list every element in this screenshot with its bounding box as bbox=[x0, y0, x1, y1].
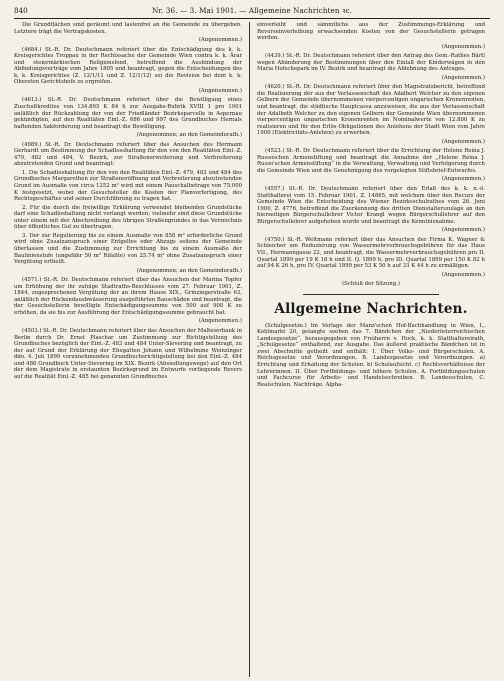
left-column bbox=[14, 22, 248, 677]
section-rule bbox=[303, 294, 440, 295]
report-paragraph: (4613.) St.-R. Dr. Deutschmann referiert über die Bewilligung eines Zuschußkredites von 134.895 K 84 h zur Ausgabs-Rubrik XVIII 1 pro 1901 anläßlich der Rückzahlung der von der Friedländer Bezirksparcelle in Aspernau gekündigten, auf den Realitäten Einl.-Z. 686 und 997 des Grundbuches Hernals haftenden Sakforderung und beantragt die Bewilligung. bbox=[14, 97, 242, 130]
resolution-note: (Angenommen.) bbox=[441, 227, 485, 234]
resolution-note: (Angenommen.) bbox=[441, 138, 485, 145]
report-paragraph: (4750.) St.-R. Weltmann referiert über das Ansuchen der Firma K. Wagner & Schleicher um Reduzierung von Wassermehrverbrauchsgebühren für das Haus VII., Hermanngasse 22, und beantragt, die Wassermehrverbrauchsgebühren pro II. Quartal 1899 per 19 K 18 h und II. Q. 1899 h, pro III. Quartal 1899 per 150 K 82 h auf 94 K 26 h, pro IV. Quartal 1899 per 53 K 50 h auf 33 K 44 h zu ermäßigen. bbox=[257, 236, 485, 270]
resolution-note: (Angenommen; an den Gemeinderath.) bbox=[136, 267, 242, 274]
report-paragraph: (4684.) St.-R. Dr. Deutschmann referiert über die Entschädigung des k. k. Kreisgerichtes Troppau in der Rechtssache der Gemeinde Wien contra k. k. Ärar und steiermärkischen Religionsfond, betreffend die Ausbindung der Abfindungsverträge vom Jahre 1805 und beantragt, gegen die Entscheidungen des k. k. Kreisgerichtes (Z. 12/1/11 und Z. 12/1/12) sei die Revision bei dem k. k. Obersten Gerichtshofe zu ergreifen. bbox=[14, 46, 242, 86]
resolution-note: (Angenommen.) bbox=[441, 74, 485, 81]
resolution-note: (Angenommen.) bbox=[441, 271, 485, 278]
report-paragraph: (4557.) St.-R. Dr. Deutschmann referiert über den Erlaß des k. k. n.-ö. Statthalterei vom 15. Februar 1901, Z. 14865, mit welchem über den Recurs der Gemeinde Wien die Entscheidung des Wiener Bezirksschulrathes vom 26. Juni 1900, Z. 4776, betreffend die Zuerkennung des dritten Dienstalterszulage an den hierzeitigen Bürgerschullehrer Victor Krangl wegen Bürgerschullehrer auf den Bürgerschullehrer aufgehoben wurde und beantragt die Kenntnisnahme. bbox=[257, 186, 485, 225]
page-number: 840 bbox=[14, 6, 28, 15]
resolution-note: (Angenommen.) bbox=[441, 176, 485, 183]
two-column-body bbox=[14, 22, 490, 677]
page-header bbox=[14, 6, 490, 16]
report-paragraph: (4503.) St.-R. Dr. Deutschmann referiert über das Ansuchen der Malteserbank in Berlin durch Dr. Ernst Plaschar um Zustimmung zur Richtigstellung des Grundbuches bezüglich der Einl.-Z. 483 und 484 Unter-Sievering und beantragt, zu der auf Grund der Erklärung der Ehegatten Johann und Wilhelmine Weinzinger ddo. 4. Juli 1899 vorzunehmenden Grundbuchsrichtigstellung bei den Einl.-Z. 484 und 486 Grundbuch Unter-Sievering im XIX. Bezirk (Absiedlungswege) auf den Ort der dem Magistrate in erstaunten Bezirksgrund im Entwurfe vorliegende Revers auf die Realität Einl.-Z. 485 bei genannten Grundbuches bbox=[14, 327, 242, 380]
report-paragraph: (4439.) St.-R. Dr. Deutschmann referiert über den Antrag des Gem.-Rathes Bärtl wegen Abänderung der Bestimmungen über den Einlaß der Kinderwägen in den Maria Hofschepark im IV. Bezirk und beantragt die Ablehnung des Antrages. bbox=[257, 53, 485, 73]
section-body: (Schulgesetze.) Im Verlage der Manz'schen Hof-Buchhandlung in Wien, I., Kohlmarkt 20, gelangte soeben das 7. Bändchen der „Niederösterreichischen Landesgesetze“, herausgegeben von Freiherrn v. Hock, k. k. Statthaltereirath, „Schulgesetze“ enthaltend, zur Ausgabe. Das äußerst praktische Bändchen ist in zwei Abschnitte getheilt und enthält: I. Über Volks- und Bürgerschulen. A. Reichsgesetze und Verordnungen. B. Landesgesetze und Verordnungen. a) Errichtung und Erhaltung der Schulen. b) Schulaufsicht. c) Rechtsverhältnisse der Lehrerinnen. II. Über Fortbildungs- und höhere Schulen. A. Fortbildungsschulen und Fachcurse für Arbeits- und Handelsschreiben. B. Landesschulen. C. Realschulen. Nachträge. Alpha- bbox=[257, 322, 485, 388]
report-paragraph: 1. Die Schadloshaltung für den von den Realitäten Einl.-Z. 479, 482 und 484 des Grundbuches Margarethen zur Straßeneröffnung und Verbreiterung abzutretenden Grund im Ausmaße von circa 1252 m² wird mit einem Pauschalbetrage von 75.000 K festgesetzt, wobei der Gesuchsteller die Kosten der Planverfertigung, des Rechtsgeschäftes und seiner Durchführung zu tragen hat. bbox=[14, 169, 242, 203]
report-paragraph: 3. Der zur Regulierung bis zu einem Ausmaße von 858 m² erforderliche Grund wird ohne Zusatzanspruch einer Entgeltes oder Abzugs seitens der Gemeinde überlassen und die Zustimmung zur Errichtung bis zu einem Ausmaße der Baulinienstufe (ungefähr 50 m² Rifalite) von 25.74 m² ohne Zusatzanspruch einer Vergütung ertheilt. bbox=[14, 232, 242, 266]
report-paragraph: einverleibt und sämmtliche aus der Zustimmungs-Erklärung und Reverseinverleibung erwachsenden Kosten von der Gesuchstellerin getragen werden. bbox=[257, 22, 485, 42]
report-paragraph: Die Grundflächen sind geräumt und lastenfrei an die Gemeinde zu übergeben. Letztere trägt die Vertragskosten. bbox=[14, 22, 242, 35]
resolution-note: (Angenommen.) bbox=[198, 318, 242, 325]
resolution-note: (Angenommen.) bbox=[441, 43, 485, 50]
right-column bbox=[251, 22, 485, 677]
header-rule bbox=[14, 18, 490, 19]
running-title: Nr. 36. — 3. Mai 1901. — Allgemeine Nachrichten ꝛc. bbox=[151, 6, 353, 15]
report-paragraph: (4989.) St.-R. Dr. Deutschmann referiert über das Ansuchen des Hermann Gerhardt um Bestimmung der Schadlosshaltung für den von den Realitäten Einl.-Z. 479, 482 und 484, V. Bezirk, zur Straßenerweiterung und Verbreiterung abzutretenden Grund und beantragt: bbox=[14, 141, 242, 168]
resolution-note: (Angenommen.) bbox=[198, 37, 242, 44]
closing-note: (Schluß der Sitzung.) bbox=[342, 281, 400, 288]
report-paragraph: 2. Für die durch die freiwillige Erklärung verwendet bleibenden Grundstücke darf eine Schadloshaltung nicht verlangt werden; vielmehr sind diese Grundstücke unter einem mit der Abschreibung des übrigen Straßengrundes in das Verzeichnis über öffentliches Gut zu übertragen. bbox=[14, 204, 242, 231]
resolution-note: (Angenommen; an den Gemeinderath.) bbox=[136, 132, 242, 139]
right-column-items bbox=[257, 22, 485, 288]
report-paragraph: (4620.) St.-R. Dr. Deutschmann referiert über den Magistratsbericht, betreffend die Realisierung der aus der Verlassenschaft des Adalbert Welcher zu den eigenen Gelbern der Gemeinde übernommenen vierpercentigen ungarischen Kronenrenten, und beantragt, die städtische Hauptcassa anzuweisen, die aus der Verlassenschaft der Adalbeth Welcher zu den eigenen Gelbern der Gemeinde Wien übernommenen vierpercentigen ungarischen Kronenrenten im Nominalwerte von 12.800 K zu realisieren und für den Erlös Obligationen des Anlehens der Stadt Wien vom Jahre 1900 (Elektricitäts-Anlehen) zu erwerben. bbox=[257, 84, 485, 137]
report-paragraph: (4523.) St.-R. Dr. Deutschmann referiert über die Errichtung der Helene Reina J. Russoschen Armenstiftung und beantragt die Annahme der „Helene Reina J. Russo'schen Armenstiftung“ in die Verwaltung, Verwaltung und Verfolgerung durch die Gemeinde Wien und die Genehmigung des vorgelegten Stiftsbrief-Entwurfes. bbox=[257, 148, 485, 174]
resolution-note: (Angenommen.) bbox=[198, 87, 242, 94]
section-title: Allgemeine Nachrichten. bbox=[274, 300, 468, 317]
report-paragraph: (4571.) St.-R. Dr. Deutschmann referiert über das Ansuchen der Marina Topfer um Erhöhung der ihr zufolge Stadtraths-Beschlusses vom 27. Februar 1901, Z. 1844, zugesprochenen Vergütung der an ihrem Hause XIX., Grinzingerstraße 63, anläßlich der Rückendausbwässerung ausgeführten Bauschäden und beantragt, die der Gesuchstellerin bewilligte Entschädigungssumme von 500 auf 900 K zu erhöhen, da sie bis zur Ausführung der Entschädigungssumme gebraucht hat. bbox=[14, 277, 242, 316]
column-divider bbox=[249, 22, 250, 677]
